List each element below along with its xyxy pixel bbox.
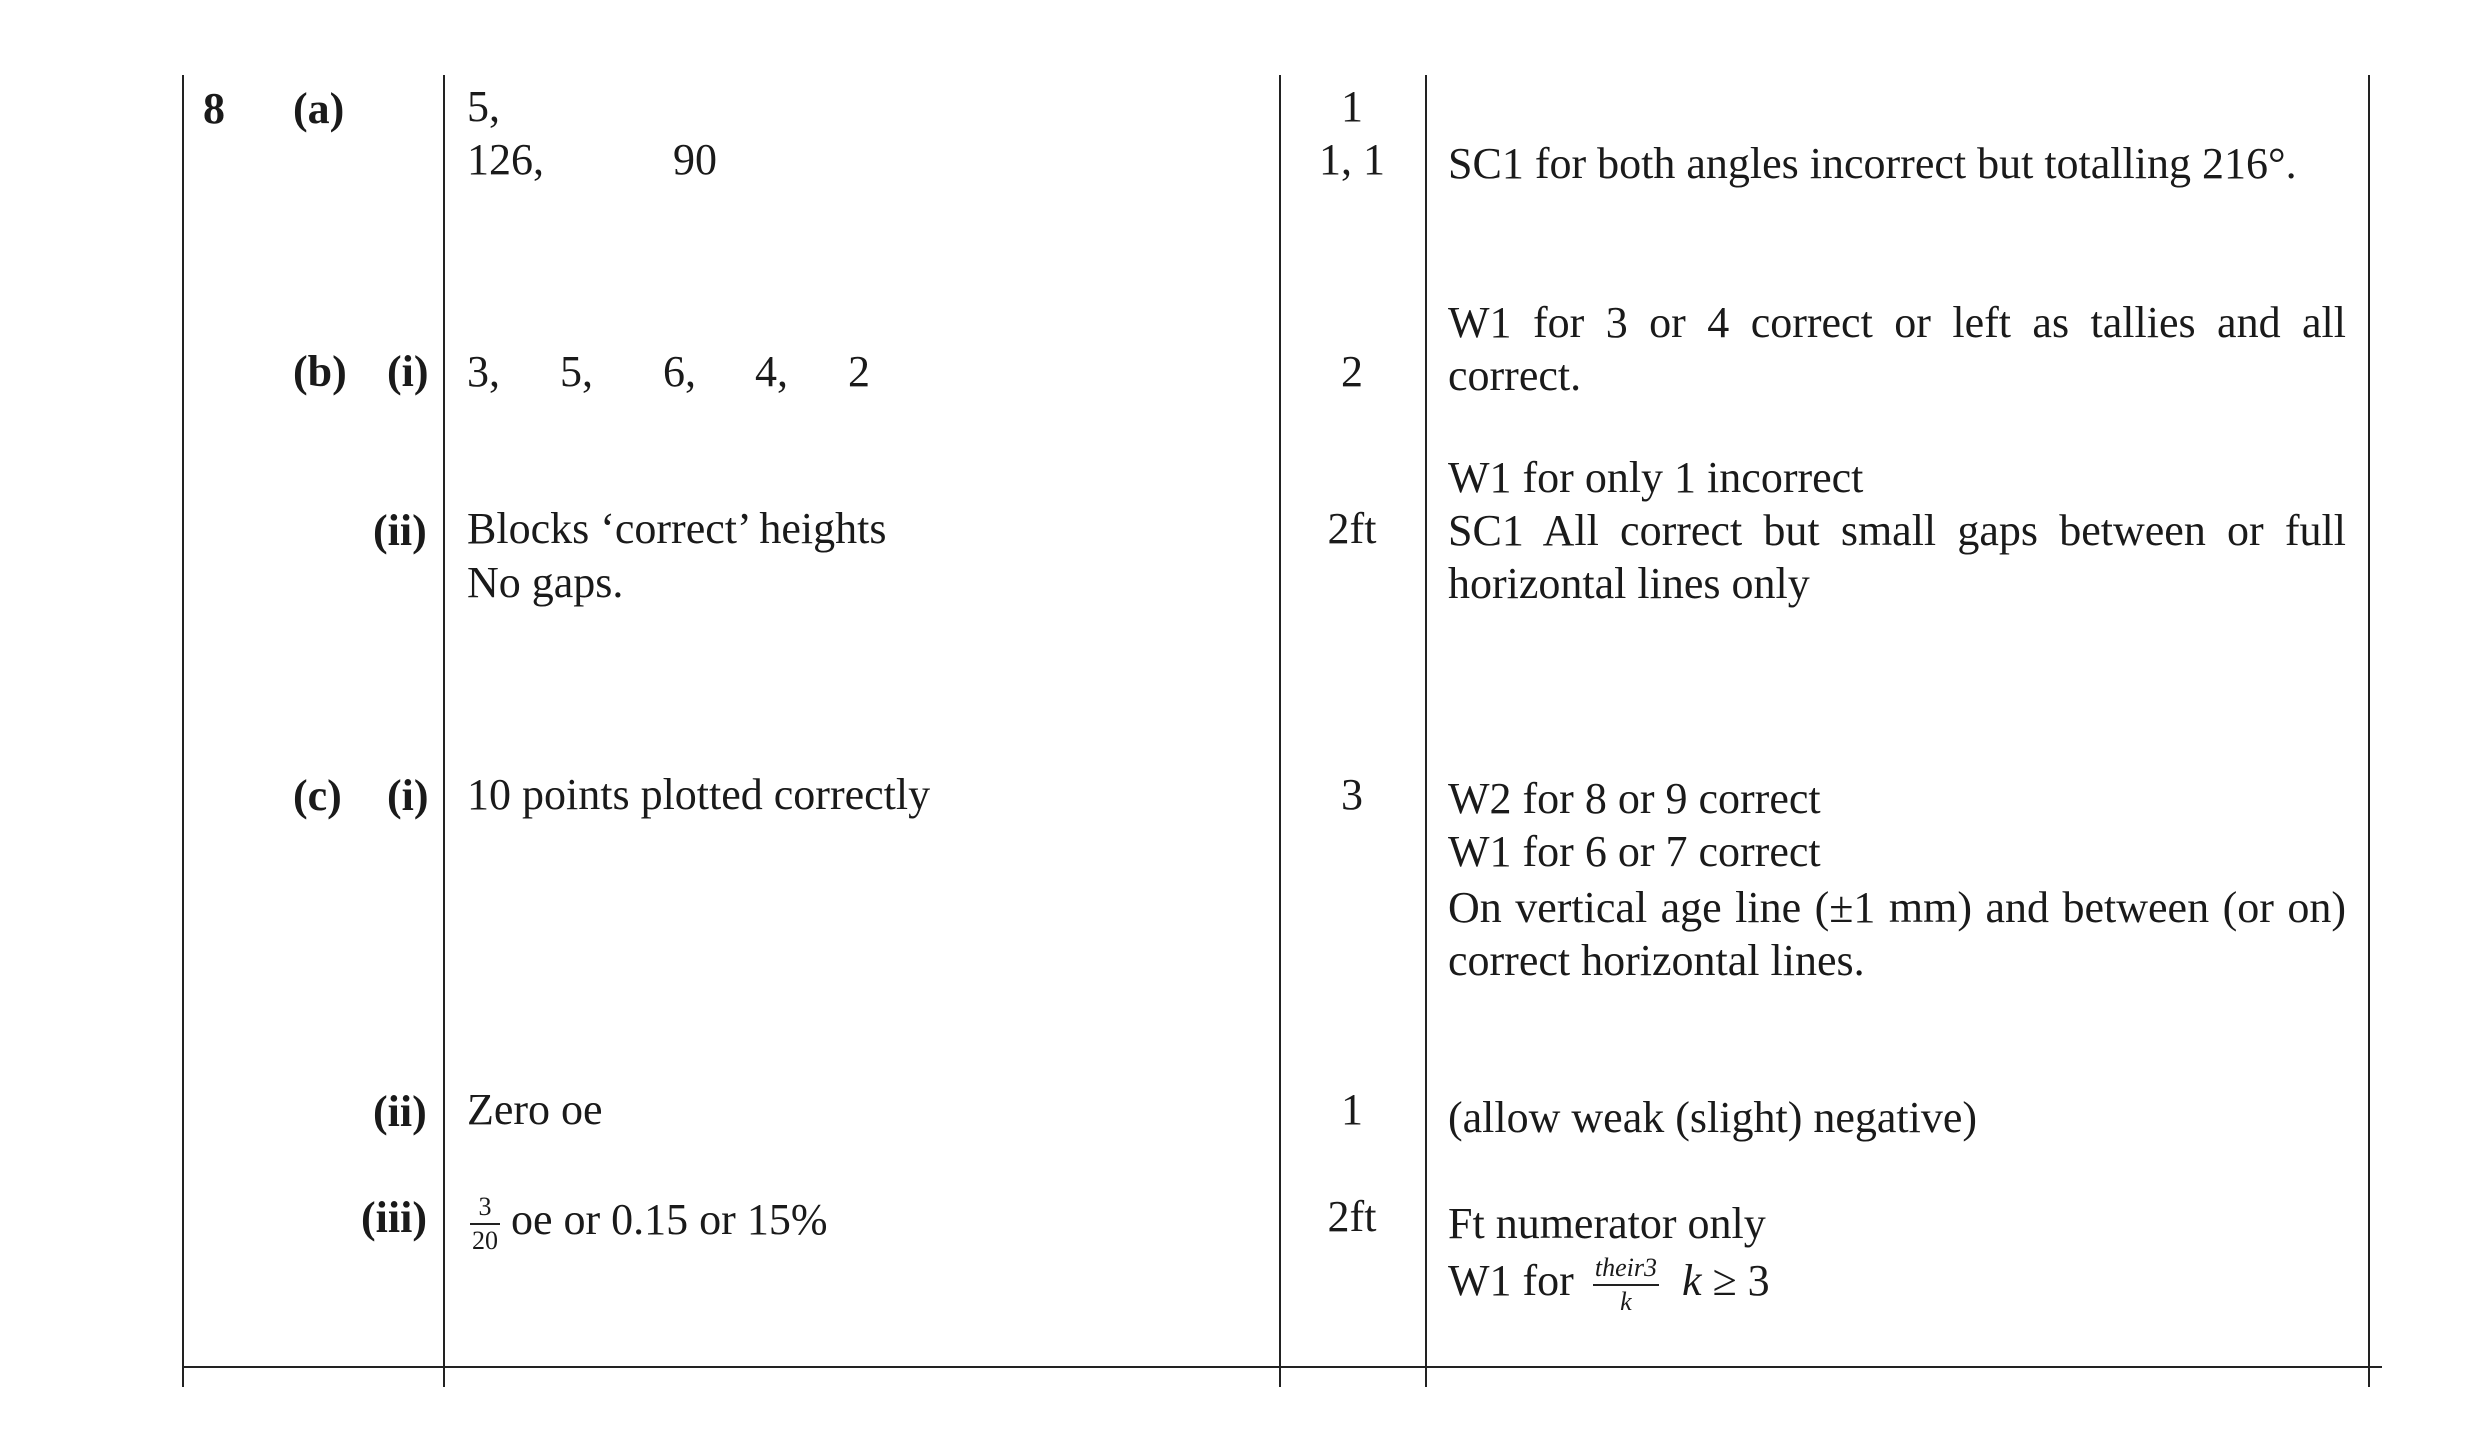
notes-c-iii-fraction (1593, 1252, 1659, 1316)
marks-a-line1: 1 (1341, 82, 1363, 131)
answer-b-i-value: 6, (663, 347, 696, 396)
marks-b-ii: 2ft (1327, 504, 1377, 553)
fraction-numerator: 3 (478, 1191, 492, 1221)
answer-c-i: 10 points plotted correctly (467, 770, 931, 819)
answer-c-iii-fraction (470, 1191, 500, 1255)
notes-c-i-line1: W2 for 8 or 9 correct (1448, 774, 1821, 823)
fraction-denominator: k (1593, 1284, 1659, 1315)
notes-a: SC1 for both angles incorrect but totalling 216°. (1448, 139, 2297, 188)
marks-a-line2: 1, 1 (1319, 135, 1385, 184)
answer-c-iii-text: oe or 0.15 or 15% (511, 1195, 828, 1244)
part-label-a: (a) (293, 84, 345, 133)
notes-c-ii: (allow weak (slight) negative) (1448, 1093, 1978, 1142)
table-divider-answer (1279, 75, 1281, 1387)
answer-b-ii-line2: No gaps. (467, 558, 624, 607)
subpart-label-b-ii: (ii) (373, 506, 427, 555)
answer-b-i-value: 4, (755, 347, 788, 396)
answer-a-value2: 90 (673, 135, 717, 184)
answer-c-iii (470, 1193, 828, 1254)
subpart-label-c-iii: (iii) (361, 1193, 427, 1242)
marks-c-i: 3 (1341, 770, 1363, 819)
notes-c-iii-line1: Ft numerator only (1448, 1199, 1766, 1248)
answer-a-value1: 126, (467, 135, 544, 184)
fraction-numerator: their3 (1594, 1252, 1657, 1282)
answer-a-line1: 5, (467, 82, 500, 131)
notes-c-iii-prefix: W1 for (1448, 1256, 1574, 1305)
notes-b-i: W1 for 3 or 4 correct or left as tallies and all correct. (1448, 298, 2346, 400)
answer-b-i-value: 5, (560, 347, 593, 396)
part-label-b: (b) (293, 347, 347, 396)
table-border-right (2368, 75, 2370, 1387)
table-bottom-rule (182, 1366, 2382, 1368)
fraction-denominator: 20 (470, 1223, 500, 1254)
table-border-left (182, 75, 184, 1387)
notes-c-iii-variable: k (1681, 1256, 1702, 1305)
answer-b-i-value: 3, (467, 347, 500, 396)
notes-b-ii-line1: W1 for only 1 incorrect (1448, 453, 1864, 502)
subpart-label-c-ii: (ii) (373, 1087, 427, 1136)
part-label-c: (c) (293, 771, 342, 820)
subpart-label-c-i: (i) (387, 771, 429, 820)
answer-b-ii-line1: Blocks ‘correct’ heights (467, 504, 887, 553)
notes-c-i-line3: On vertical age line (±1 mm) and between (or on) correct horizontal lines. (1448, 883, 2346, 985)
table-divider-label (443, 75, 445, 1387)
notes-c-iii-line2 (1448, 1254, 1770, 1315)
marks-b-i: 2 (1341, 347, 1363, 396)
notes-b-ii-line2: SC1 All correct but small gaps between or full horizontal lines only (1448, 506, 2346, 608)
table-divider-marks (1425, 75, 1427, 1387)
answer-c-ii: Zero oe (467, 1085, 603, 1134)
notes-c-iii-condition: ≥ 3 (1712, 1256, 1770, 1305)
notes-c-i-line2: W1 for 6 or 7 correct (1448, 827, 1821, 876)
marks-c-ii: 1 (1341, 1085, 1363, 1134)
answer-b-i-value: 2 (848, 347, 870, 396)
subpart-label-b-i: (i) (387, 347, 429, 396)
marks-c-iii: 2ft (1327, 1192, 1377, 1241)
question-number: 8 (203, 84, 225, 133)
